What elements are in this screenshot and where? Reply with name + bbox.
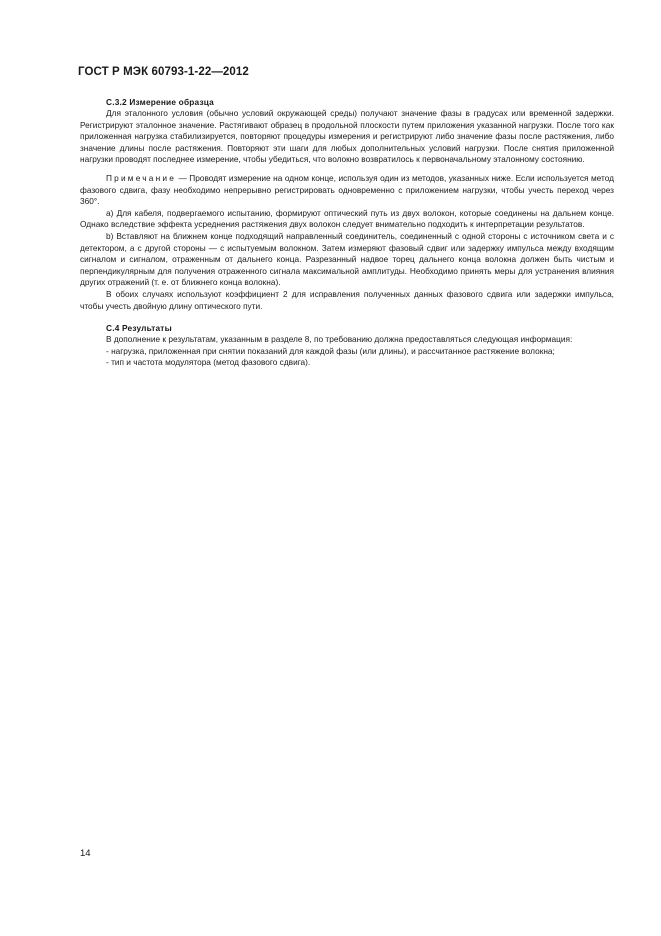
document-body	[80, 96, 614, 369]
note-text: — Проводят измерение на одном конце, используя один из методов, указанных ниже. Если используется метод фазового сдвига, фазу необходимо непрерывно регистрировать одновременно с приложением нагрузки, чтобы учесть переход через 360°.	[80, 172, 614, 207]
section-c4-intro: В дополнение к результатам, указанным в разделе 8, по требованию должна предоставляться следующая информация:	[106, 334, 573, 345]
page-number: 14	[80, 848, 91, 859]
results-list-item: - тип и частота модулятора (метод фазового сдвига).	[106, 357, 311, 368]
note-label: Примечание	[106, 172, 177, 183]
note-paragraph	[80, 173, 614, 208]
document-code-header: ГОСТ Р МЭК 60793-1-22—2012	[78, 66, 249, 78]
spacer	[80, 166, 614, 173]
section-c32-paragraph: Для эталонного условия (обычно условий окружающей среды) получают значение фазы в градусах или временной задержки. Регистрируют эталонное значение. Растягивают образец в продольной плоскости путем приложения указанной нагрузки. После того как приложенная нагрузка стабилизируется, повторяют процедуры измерения и регистрируют либо значение фазы после растяжения, либо значение длины после растяжения. Повторяют эти шаги для любых дополнительных условий нагрузки. После снятия приложенной нагрузки проводят последнее измерение, чтобы убедиться, что волокно возвратилось к первоначальному эталонному состоянию.	[80, 108, 614, 165]
list-item-b: b) Вставляют на ближнем конце подходящий направленный соединитель, соединенный с одной стороны с источником света и с детектором, а с другой стороны — с испытуемым волокном. Затем измеряют фазовый сдвиг или задержку импульса между входящим сигналом и сигналом, отраженным от дальнего конца. Разрезанный надвое торец дальнего конца волокна должен быть чистым и перпендикулярным для получения отраженного сигнала максимальной амплитуды. Необходимо принять меры для устранения влияния других отражений (т. е. от ближнего конца волокна).	[80, 230, 614, 288]
section-c4-title: С.4 Результаты	[106, 323, 172, 334]
both-cases-paragraph: В обоих случаях используют коэффициент 2 для исправления полученных данных фазового сдвига или задержки импульса, чтобы учесть двойную длину оптического пути.	[80, 288, 614, 311]
list-item-a: a) Для кабеля, подвергаемого испытанию, формируют оптический путь из двух волокон, которые соединены на дальнем конце. Однако вследствие эффекта усреднения растяжения двух волокон следует внимательно подходить к интерпретации результатов.	[80, 207, 614, 230]
spacer	[80, 312, 614, 322]
section-c32-title: С.3.2 Измерение образца	[106, 97, 214, 107]
results-list-item: - нагрузка, приложенная при снятии показаний для каждой фазы (или длины), и рассчитанное растяжение волокна;	[106, 345, 555, 356]
